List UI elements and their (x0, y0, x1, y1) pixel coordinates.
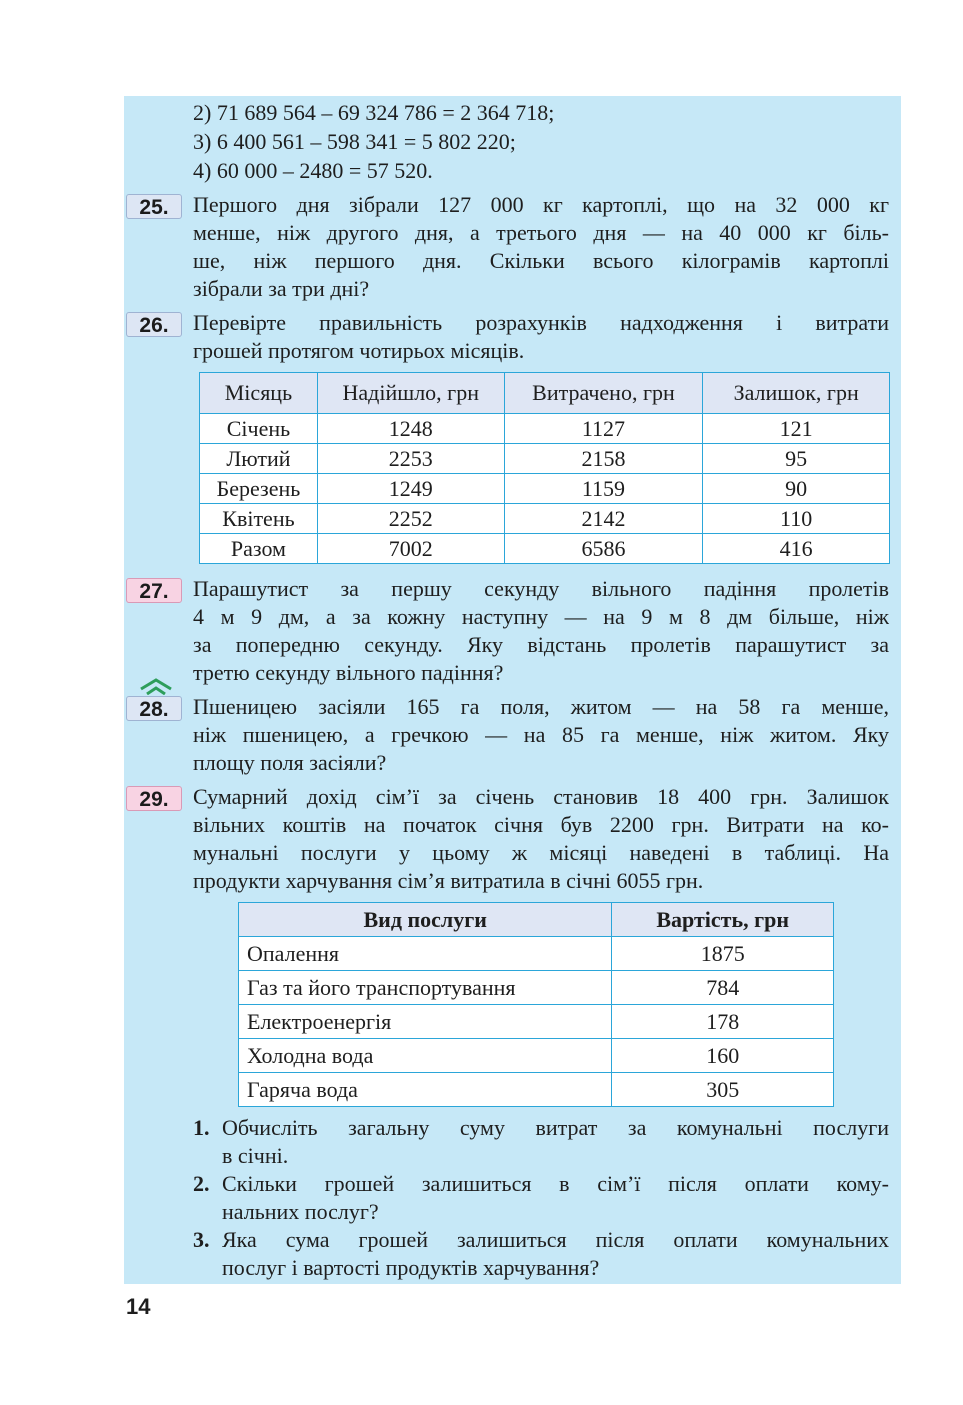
question-number: 1. (193, 1115, 210, 1140)
table-cell: 784 (612, 971, 834, 1005)
question-text: Обчисліть загальну суму витрат за комунальні послуги (222, 1115, 889, 1140)
problem-text: Сумарний дохід сім’ї за січень становив 18 400 грн. Залишок (193, 784, 889, 809)
table-cell: 95 (703, 444, 890, 474)
table-cell: 416 (703, 534, 890, 564)
table-cell: Лютий (200, 444, 318, 474)
table-cell: 2253 (317, 444, 504, 474)
column-header: Надійшло, грн (317, 373, 504, 414)
table-cell: Холодна вода (239, 1039, 612, 1073)
problem-text: грошей протягом чотирьох місяців. (193, 338, 525, 363)
house-icon (138, 677, 174, 695)
table-cell: 6586 (504, 534, 703, 564)
table-row (200, 444, 890, 474)
question-number: 2. (193, 1171, 210, 1196)
table-cell: Березень (200, 474, 318, 504)
question-text: Яка сума грошей залишиться після оплати комунальних (222, 1227, 889, 1252)
problem-text: зібрали за три дні? (193, 276, 370, 301)
table-row (200, 474, 890, 504)
table-row (239, 1073, 834, 1107)
table-cell: Електроенергія (239, 1005, 612, 1039)
table-row (200, 414, 890, 444)
table-cell: Січень (200, 414, 318, 444)
problem-text: за попередню секунду. Яку відстань пролетів парашутист за (193, 632, 889, 657)
table-cell: 121 (703, 414, 890, 444)
utilities-table (238, 902, 834, 1107)
column-header: Місяць (200, 373, 318, 414)
table-cell: 1127 (504, 414, 703, 444)
problem-number-26: 26. (126, 312, 182, 337)
equation-line: 2) 71 689 564 – 69 324 786 = 2 364 718; (193, 100, 555, 125)
table-row (239, 1039, 834, 1073)
question-text: послуг і вартості продуктів харчування? (222, 1255, 600, 1280)
problem-text: 4 м 9 дм, а за кожну наступну — на 9 м 8 дм більше, ніж (193, 604, 889, 629)
column-header: Залишок, грн (703, 373, 890, 414)
equation-line: 3) 6 400 561 – 598 341 = 5 802 220; (193, 129, 516, 154)
column-header: Вид послуги (239, 903, 612, 937)
table-row (200, 504, 890, 534)
table-row (200, 534, 890, 564)
table-cell: 90 (703, 474, 890, 504)
problem-number-28: 28. (126, 696, 182, 721)
problem-text: Пшеницею засіяли 165 га поля, житом — на 58 га менше, (193, 694, 889, 719)
table-cell: Опалення (239, 937, 612, 971)
problem-text: мунальні послуги у цьому ж місяці наведені в таблиці. На (193, 840, 889, 865)
problem-text: Першого дня зібрали 127 000 кг картоплі, що на 32 000 кг (193, 192, 889, 217)
table-row (239, 937, 834, 971)
budget-table (199, 372, 890, 564)
question-text: в січні. (222, 1143, 289, 1168)
problem-text: Перевірте правильність розрахунків надходження і витрати (193, 310, 889, 335)
table-cell: Гаряча вода (239, 1073, 612, 1107)
table-cell: 2142 (504, 504, 703, 534)
table-cell: 1159 (504, 474, 703, 504)
page-number: 14 (126, 1294, 151, 1319)
problem-text: ше, ніж першого дня. Скільки всього кілограмів картоплі (193, 248, 889, 273)
problem-text: ніж пшеницею, а гречкою — на 85 га менше, ніж житом. Яку (193, 722, 889, 747)
problem-number-25: 25. (126, 194, 182, 219)
column-header: Вартість, грн (612, 903, 834, 937)
question-text: Скільки грошей залишиться в сім’ї після оплати кому- (222, 1171, 889, 1196)
table-cell: 160 (612, 1039, 834, 1073)
problem-text: продукти харчування сім’я витратила в січні 6055 грн. (193, 868, 704, 893)
table-cell: 2158 (504, 444, 703, 474)
table-cell: Газ та його транспортування (239, 971, 612, 1005)
problem-text: вільних коштів на початок січня був 2200 грн. Витрати на ко- (193, 812, 889, 837)
table-cell: 305 (612, 1073, 834, 1107)
table-cell: Разом (200, 534, 318, 564)
problem-text: Парашутист за першу секунду вільного падіння пролетів (193, 576, 889, 601)
problem-number-27: 27. (126, 578, 182, 603)
table-cell: 7002 (317, 534, 504, 564)
table-header-row (239, 903, 834, 937)
table-cell: 1249 (317, 474, 504, 504)
table-cell: 2252 (317, 504, 504, 534)
problem-text: менше, ніж другого дня, а третього дня — на 40 000 кг біль- (193, 220, 889, 245)
problem-text: третю секунду вільного падіння? (193, 660, 504, 685)
equation-line: 4) 60 000 – 2480 = 57 520. (193, 158, 433, 183)
table-cell: 1248 (317, 414, 504, 444)
problem-number-29: 29. (126, 786, 182, 811)
table-header-row (200, 373, 890, 414)
question-text: нальних послуг? (222, 1199, 379, 1224)
table-cell: Квітень (200, 504, 318, 534)
table-cell: 1875 (612, 937, 834, 971)
problem-text: площу поля засіяли? (193, 750, 387, 775)
table-cell: 110 (703, 504, 890, 534)
question-number: 3. (193, 1227, 210, 1252)
table-row (239, 1005, 834, 1039)
column-header: Витрачено, грн (504, 373, 703, 414)
table-row (239, 971, 834, 1005)
table-cell: 178 (612, 1005, 834, 1039)
